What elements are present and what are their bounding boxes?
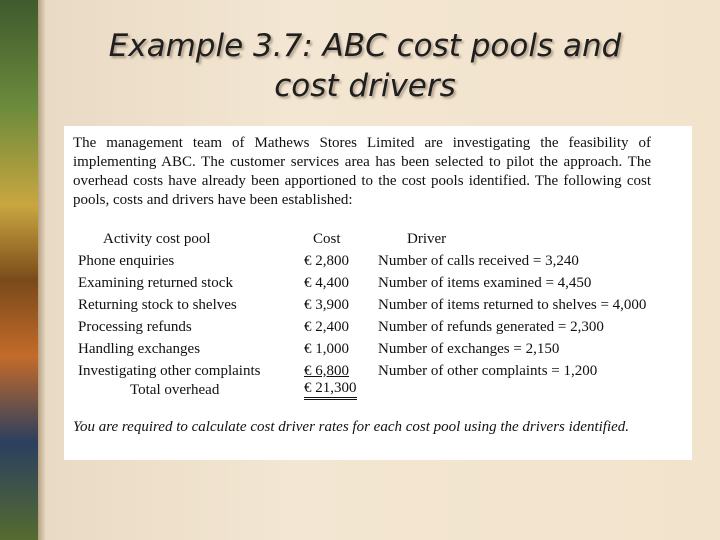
example-document bbox=[64, 126, 692, 460]
pool-name: Phone enquiries bbox=[78, 253, 175, 269]
table-row bbox=[64, 272, 692, 294]
pool-name: Handling exchanges bbox=[78, 341, 201, 357]
slide-title-line-1: Example 3.7: ABC cost pools and bbox=[108, 28, 622, 64]
header-cost: Cost bbox=[313, 231, 341, 247]
decorative-banknote-strip bbox=[0, 0, 38, 540]
pool-cost: € 6,800 bbox=[304, 363, 349, 379]
pool-name: Processing refunds bbox=[78, 319, 192, 335]
pool-cost: € 1,000 bbox=[304, 341, 349, 357]
pool-driver: Number of exchanges = 2,150 bbox=[378, 341, 560, 357]
pool-cost: € 4,400 bbox=[304, 275, 349, 291]
table-header-row bbox=[64, 228, 692, 250]
pool-driver: Number of calls received = 3,240 bbox=[378, 253, 579, 269]
table-row bbox=[64, 338, 692, 360]
table-row bbox=[64, 316, 692, 338]
pool-driver: Number of items examined = 4,450 bbox=[378, 275, 592, 291]
pool-name: Returning stock to shelves bbox=[78, 297, 237, 313]
total-cost: € 21,300 bbox=[304, 379, 357, 400]
header-pool: Activity cost pool bbox=[103, 231, 211, 247]
table-row bbox=[64, 250, 692, 272]
pool-name: Investigating other complaints bbox=[78, 363, 261, 379]
requirement-text: You are required to calculate cost driver rates for each cost pool using the drivers identified. bbox=[73, 419, 630, 435]
pool-cost: € 2,400 bbox=[304, 319, 349, 335]
total-row bbox=[64, 379, 692, 401]
pool-driver: Number of refunds generated = 2,300 bbox=[378, 319, 604, 335]
header-driver: Driver bbox=[407, 231, 447, 247]
pool-cost: € 3,900 bbox=[304, 297, 349, 313]
pool-name: Examining returned stock bbox=[78, 275, 233, 291]
total-label: Total overhead bbox=[130, 382, 220, 398]
slide-title bbox=[50, 26, 680, 106]
intro-paragraph: The management team of Mathews Stores Limited are investigating the feasibility of implementing ABC. The customer services area has been selected to pilot the approach. The overhead costs have already been apportioned to the cost pools identified. The following cost pools, costs and drivers have been established: bbox=[73, 135, 651, 208]
pool-cost: € 2,800 bbox=[304, 253, 349, 269]
pool-driver: Number of items returned to shelves = 4,000 bbox=[378, 297, 647, 313]
slide-title-line-2: cost drivers bbox=[274, 68, 456, 104]
pool-driver: Number of other complaints = 1,200 bbox=[378, 363, 598, 379]
table-row bbox=[64, 294, 692, 316]
